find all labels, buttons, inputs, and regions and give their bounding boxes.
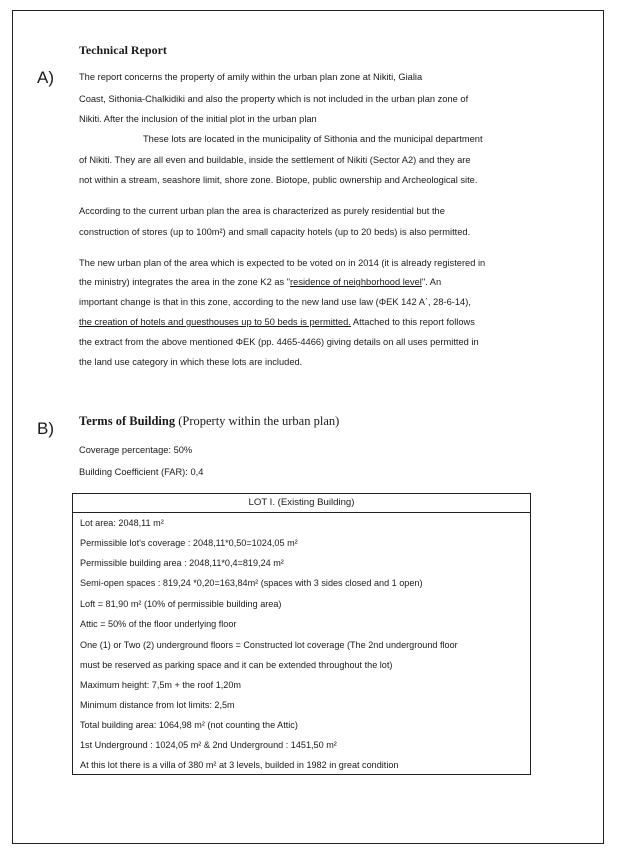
section-a-marker: A) — [37, 68, 54, 87]
table-row: Permissible lot's coverage : 2048,11*0,50=1024,05 m² — [80, 538, 298, 548]
paragraph-line: not within a stream, seashore limit, shore zone. Biotope, public ownership and Archeological site. — [79, 175, 478, 185]
paragraph-line: These lots are located in the municipality of Sithonia and the municipal department — [143, 134, 483, 144]
table-header: LOT I. (Existing Building) — [73, 494, 530, 513]
table-row: One (1) or Two (2) underground floors = Constructed lot coverage (The 2nd underground floor — [80, 640, 458, 650]
paragraph-line: the land use category in which these lots are included. — [79, 357, 303, 367]
report-title: Technical Report — [79, 43, 167, 57]
text-span: Attached to this report follows — [350, 317, 475, 327]
paragraph-line: According to the current urban plan the area is characterized as purely residential but the — [79, 206, 445, 216]
table-row: At this lot there is a villa of 380 m² at 3 levels, builded in 1982 in great condition — [80, 760, 399, 770]
paragraph-line: The report concerns the property of amily within the urban plan zone at Nikiti, Gialia — [79, 72, 423, 82]
underlined-text: the creation of hotels and guesthouses up to 50 beds is permitted. — [79, 317, 351, 327]
coverage-text: Coverage percentage: 50% — [79, 445, 193, 455]
text-span: ". An — [421, 277, 442, 287]
paragraph-line: the extract from the above mentioned ΦΕΚ (pp. 4465-4466) giving details on all uses permitted in — [79, 337, 479, 347]
paragraph-line: The new urban plan of the area which is expected to be voted on in 2014 (it is already registered in — [79, 258, 486, 268]
table-row: Minimum distance from lot limits: 2,5m — [80, 700, 235, 710]
table-row: Attic = 50% of the floor underlying floor — [80, 619, 237, 629]
section-b-marker: B) — [37, 419, 54, 438]
section-heading — [79, 414, 339, 429]
table-row: Loft = 81,90 m² (10% of permissible building area) — [80, 599, 282, 609]
table-row: Lot area: 2048,11 m² — [80, 518, 164, 528]
heading-rest: (Property within the urban plan) — [175, 414, 340, 428]
table-row: must be reserved as parking space and it can be extended throughout the lot) — [80, 660, 393, 670]
table-row: Permissible building area : 2048,11*0,4=819,24 m² — [80, 558, 284, 568]
lot-table — [72, 493, 531, 775]
text-span: the ministry) integrates the area in the zone K2 as " — [79, 277, 291, 287]
paragraph-line: of Nikiti. They are all even and buildable, inside the settlement of Nikiti (Sector A2) and they are — [79, 155, 471, 165]
paragraph-line: important change is that in this zone, according to the new land use law (ΦΕΚ 142 Α΄, 28-6-14), — [79, 297, 471, 307]
table-row: 1st Underground : 1024,05 m² & 2nd Underground : 1451,50 m² — [80, 740, 337, 750]
table-row: Semi-open spaces : 819,24 *0,20=163,84m² (spaces with 3 sides closed and 1 open) — [80, 578, 423, 588]
paragraph-line: construction of stores (up to 100m²) and small capacity hotels (up to 20 beds) is also permitted. — [79, 227, 471, 237]
underlined-text: residence of neighborhood level — [290, 277, 422, 287]
paragraph-line: Coast, Sithonia-Chalkidiki and also the property which is not included in the urban plan zone of — [79, 94, 469, 104]
paragraph-line — [79, 277, 441, 287]
table-row: Total building area: 1064,98 m² (not counting the Attic) — [80, 720, 298, 730]
far-text: Building Coefficient (FAR): 0,4 — [79, 467, 204, 477]
table-row: Maximum height: 7,5m + the roof 1,20m — [80, 680, 241, 690]
paragraph-line — [79, 317, 475, 327]
paragraph-line: Nikiti. After the inclusion of the initial plot in the urban plan — [79, 114, 317, 124]
heading-bold: Terms of Building — [79, 414, 176, 428]
